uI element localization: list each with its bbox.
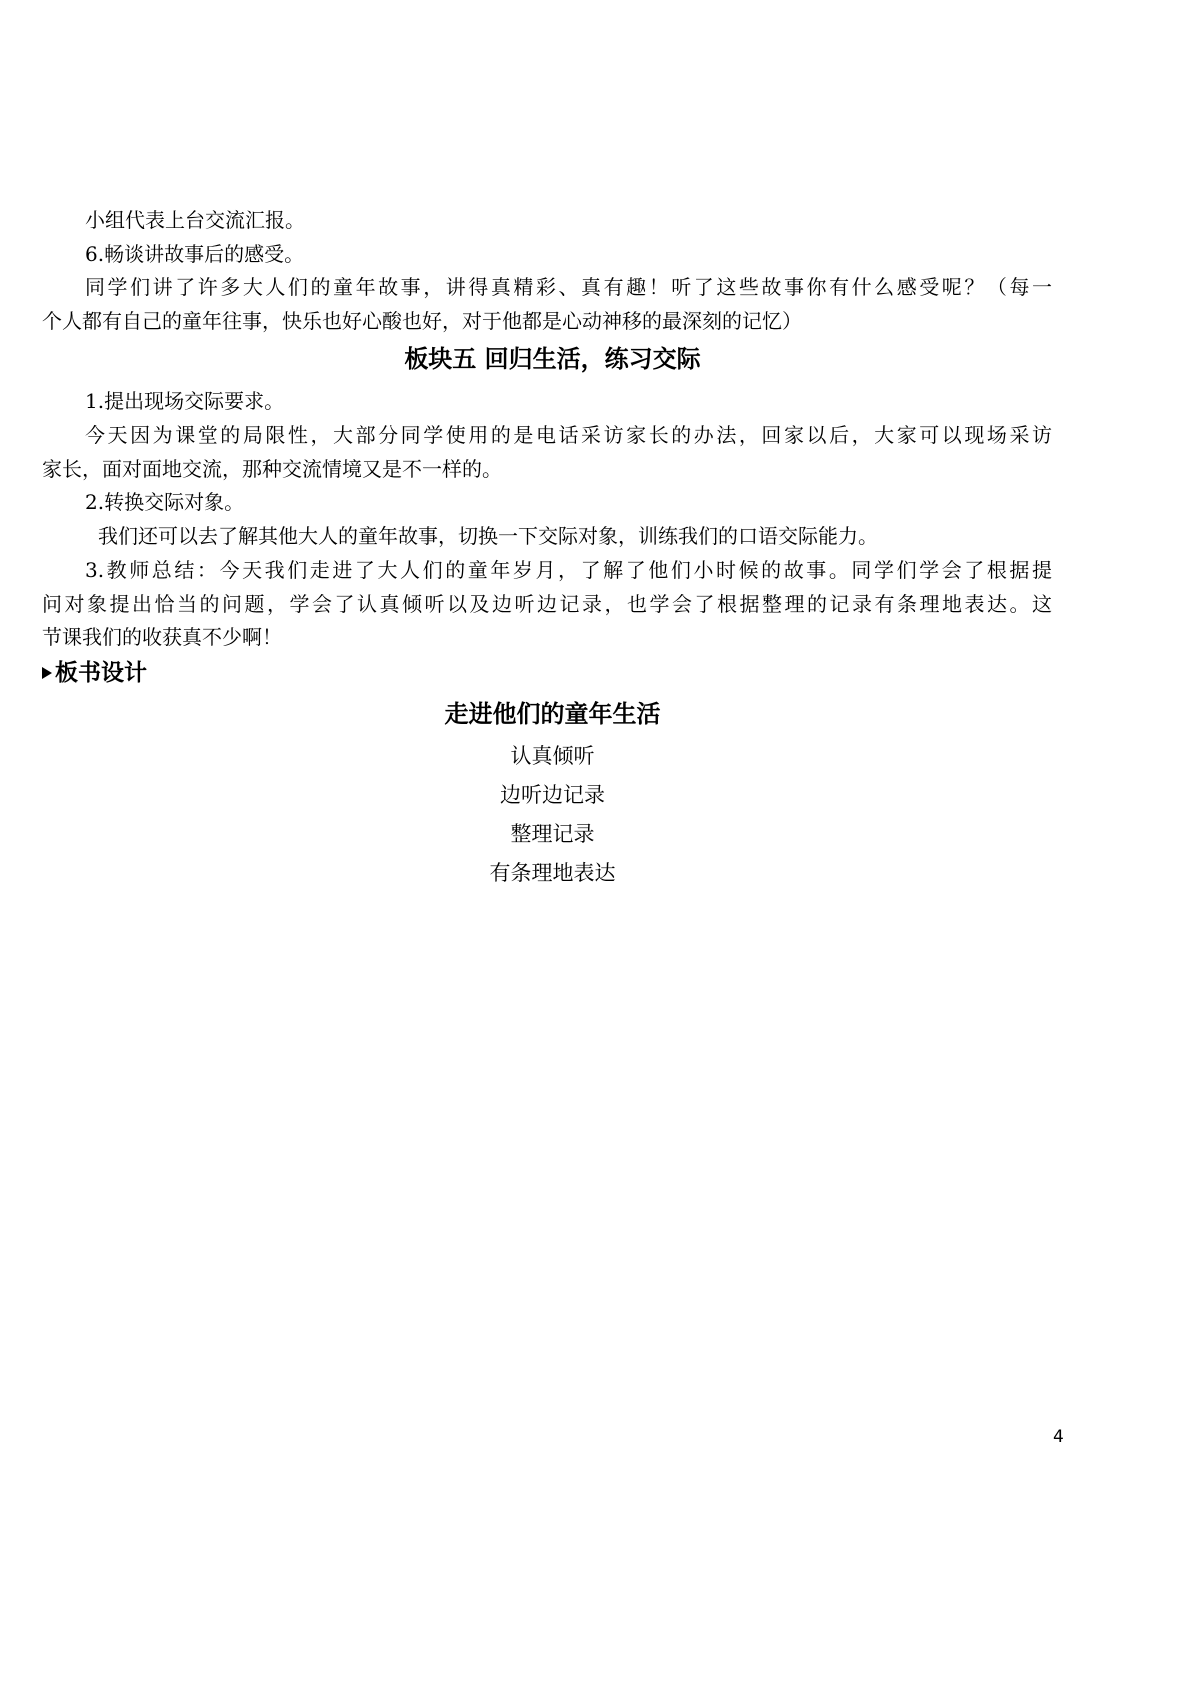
paragraph-line: 家长，面对面地交流，那种交流情境又是不一样的。 [42,457,502,481]
page-number: 4 [1053,1427,1064,1447]
paragraph-line: 今天因为课堂的局限性，大部分同学使用的是电话采访家长的办法，回家以后，大家可以现场采访 [85,423,1052,447]
paragraph-line: 3.教师总结：今天我们走进了大人们的童年岁月，了解了他们小时候的故事。同学们学会了根据提 [85,558,1052,582]
board-design-label-text: 板书设计 [55,660,147,686]
paragraph-line: 我们还可以去了解其他大人的童年故事，切换一下交际对象，训练我们的口语交际能力。 [98,524,878,548]
paragraph-line: 小组代表上台交流汇报。 [85,208,305,232]
paragraph-line: 2.转换交际对象。 [85,490,245,514]
board-title: 走进他们的童年生活 [444,700,661,728]
board-item: 认真倾听 [510,744,595,768]
board-item: 边听边记录 [500,783,605,807]
paragraph-line: 个人都有自己的童年往事，快乐也好心酸也好，对于他都是心动神移的最深刻的记忆） [42,309,802,333]
paragraph-line: 节课我们的收获真不少啊！ [42,625,282,649]
triangle-marker-icon [42,667,52,679]
board-item: 有条理地表达 [489,861,616,885]
board-item: 整理记录 [510,822,595,846]
section-heading: 板块五 回归生活，练习交际 [404,345,701,373]
paragraph-line: 6.畅谈讲故事后的感受。 [85,242,305,266]
paragraph-line: 同学们讲了许多大人们的童年故事，讲得真精彩、真有趣！听了这些故事你有什么感受呢？（每一 [85,275,1052,299]
paragraph-line: 问对象提出恰当的问题，学会了认真倾听以及边听边记录，也学会了根据整理的记录有条理地表达。这 [42,592,1052,616]
board-design-label [42,658,147,688]
paragraph-line: 1.提出现场交际要求。 [85,389,285,413]
